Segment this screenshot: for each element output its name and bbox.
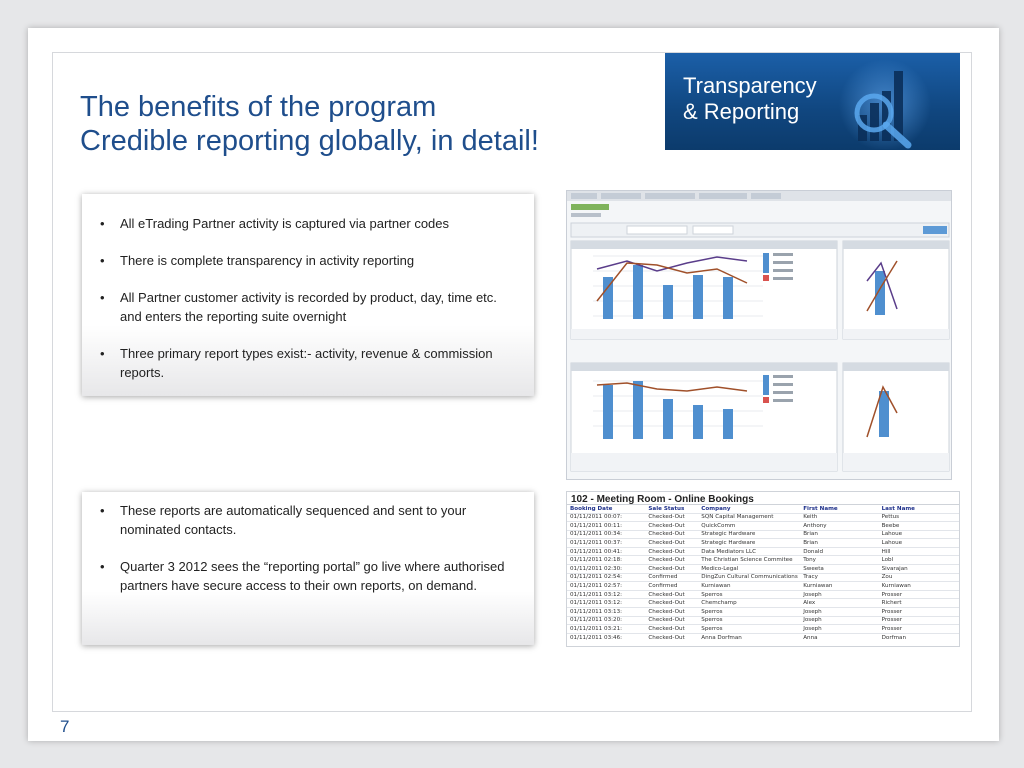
page-number: 7 [60, 717, 70, 736]
table-row [567, 599, 959, 608]
table-row [567, 582, 959, 591]
title-line-2: Credible reporting globally, in detail! [80, 125, 539, 157]
bullet-item: • All eTrading Partner activity is captured via partner codes [100, 214, 516, 233]
table-cell: Brian [800, 539, 878, 548]
table-cell: Prosser [879, 608, 959, 617]
table-cell: Keith [800, 513, 878, 522]
table-cell: The Christian Science Commitee [698, 556, 800, 565]
table-cell: Checked-Out [645, 539, 698, 548]
table-cell: 01/11/2011 02:57: [567, 582, 645, 591]
column-header: Company [701, 505, 731, 512]
table-cell: 01/11/2011 00:07: [567, 513, 645, 522]
logo-line-2: & Reporting [683, 99, 800, 124]
table-cell: 01/11/2011 03:13: [567, 608, 645, 617]
table-cell: Checked-Out [645, 565, 698, 574]
table-row [567, 556, 959, 565]
table-cell: Checked-Out [645, 590, 698, 599]
table-cell: 01/11/2011 02:30: [567, 565, 645, 574]
slide-title [80, 90, 640, 158]
booking-table-title: 102 - Meeting Room - Online Bookings [567, 492, 959, 505]
table-cell: 01/11/2011 02:54: [567, 573, 645, 582]
table-cell: 01/11/2011 02:18: [567, 556, 645, 565]
booking-table [567, 505, 959, 642]
table-cell: Sivarajan [879, 565, 959, 574]
table-cell: Checked-Out [645, 625, 698, 634]
table-cell: 01/11/2011 03:20: [567, 616, 645, 625]
table-cell: Joseph [800, 590, 878, 599]
table-cell: Dorfman [879, 633, 959, 642]
table-cell: Tracy [800, 573, 878, 582]
table-cell: Prosser [879, 590, 959, 599]
table-cell: Richert [879, 599, 959, 608]
bullet-item: • There is complete transparency in activity reporting [100, 251, 516, 270]
table-cell: Prosser [879, 616, 959, 625]
table-cell: Hill [879, 547, 959, 556]
table-cell: 01/11/2011 00:34: [567, 530, 645, 539]
table-cell: Lahoue [879, 539, 959, 548]
table-cell: Sperros [698, 625, 800, 634]
benefits-card-bottom [82, 492, 534, 645]
benefits-card-top [82, 194, 534, 396]
table-cell: Checked-Out [645, 599, 698, 608]
table-cell: Chemchamp [698, 599, 800, 608]
meeting-room-bookings-screenshot [566, 491, 960, 647]
column-header: Last Name [881, 505, 915, 512]
table-cell: Checked-Out [645, 547, 698, 556]
table-cell: SQN Capital Management [698, 513, 800, 522]
table-cell: Checked-Out [645, 530, 698, 539]
table-cell: Medico-Legal [698, 565, 800, 574]
table-cell: Confirmed [645, 582, 698, 591]
table-row [567, 616, 959, 625]
report-dashboard-thumbnail [567, 191, 952, 480]
title-line-1: The benefits of the program [80, 91, 437, 123]
table-cell: Kurniawan [879, 582, 959, 591]
table-cell: Zou [879, 573, 959, 582]
table-row [567, 573, 959, 582]
bullet-item: • All Partner customer activity is recorded by product, day, time etc. and enters the reporting suite overnight [100, 288, 516, 326]
table-row [567, 539, 959, 548]
table-row [567, 513, 959, 522]
table-cell: Beebe [879, 522, 959, 531]
column-header: Sale Status [648, 505, 685, 512]
table-row [567, 590, 959, 599]
table-cell: Prosser [879, 625, 959, 634]
table-row [567, 547, 959, 556]
table-cell: Pettus [879, 513, 959, 522]
table-cell: Joseph [800, 608, 878, 617]
column-header: Booking Date [570, 505, 613, 512]
table-cell: Joseph [800, 616, 878, 625]
table-cell: Data Mediators LLC [698, 547, 800, 556]
transparency-reporting-logo [665, 53, 960, 150]
table-cell: DingZun Cultural Communications [698, 573, 800, 582]
table-cell: Anthony [800, 522, 878, 531]
table-cell: 01/11/2011 00:41: [567, 547, 645, 556]
column-header: First Name [803, 505, 838, 512]
table-cell: 01/11/2011 00:37: [567, 539, 645, 548]
table-cell: Sperros [698, 616, 800, 625]
table-cell: 01/11/2011 03:46: [567, 633, 645, 642]
table-cell: Checked-Out [645, 513, 698, 522]
bullet-list [100, 501, 516, 613]
table-cell: Checked-Out [645, 608, 698, 617]
table-header-row [567, 505, 959, 513]
table-cell: 01/11/2011 03:12: [567, 599, 645, 608]
table-cell: Sperros [698, 608, 800, 617]
table-cell: Sweeta [800, 565, 878, 574]
bar-chart-magnifier-icon [830, 57, 950, 149]
table-cell: Brian [800, 530, 878, 539]
logo-text [683, 73, 817, 125]
table-cell: Strategic Hardware [698, 539, 800, 548]
table-row [567, 625, 959, 634]
table-cell: Kurniawan [800, 582, 878, 591]
table-cell: Alex [800, 599, 878, 608]
table-cell: Anna Dorfman [698, 633, 800, 642]
table-cell: Lahoue [879, 530, 959, 539]
table-row [567, 530, 959, 539]
table-cell: Anna [800, 633, 878, 642]
logo-line-1: Transparency [683, 73, 817, 98]
table-cell: Joseph [800, 625, 878, 634]
bullet-item: • Three primary report types exist:- activity, revenue & commission reports. [100, 344, 516, 382]
table-cell: QuickComm [698, 522, 800, 531]
table-cell: Confirmed [645, 573, 698, 582]
table-cell: Kurniawan [698, 582, 800, 591]
table-cell: 01/11/2011 03:21: [567, 625, 645, 634]
table-cell: Checked-Out [645, 556, 698, 565]
bullet-list [100, 214, 516, 400]
table-cell: Checked-Out [645, 522, 698, 531]
table-row [567, 633, 959, 642]
table-row [567, 608, 959, 617]
table-cell: 01/11/2011 00:11: [567, 522, 645, 531]
table-cell: Checked-Out [645, 616, 698, 625]
bullet-item: • Quarter 3 2012 sees the “reporting portal” go live where authorised partners have secure access to their own reports, on demand. [100, 557, 516, 595]
table-cell: Donald [800, 547, 878, 556]
table-cell: Sperros [698, 590, 800, 599]
table-cell: 01/11/2011 03:12: [567, 590, 645, 599]
table-cell: Checked-Out [645, 633, 698, 642]
table-row [567, 522, 959, 531]
bullet-item: • These reports are automatically sequenced and sent to your nominated contacts. [100, 501, 516, 539]
table-cell: Strategic Hardware [698, 530, 800, 539]
table-row [567, 565, 959, 574]
table-cell: Lobl [879, 556, 959, 565]
report-dashboard-screenshot [566, 190, 952, 480]
booking-table-body [567, 513, 959, 642]
table-cell: Tony [800, 556, 878, 565]
